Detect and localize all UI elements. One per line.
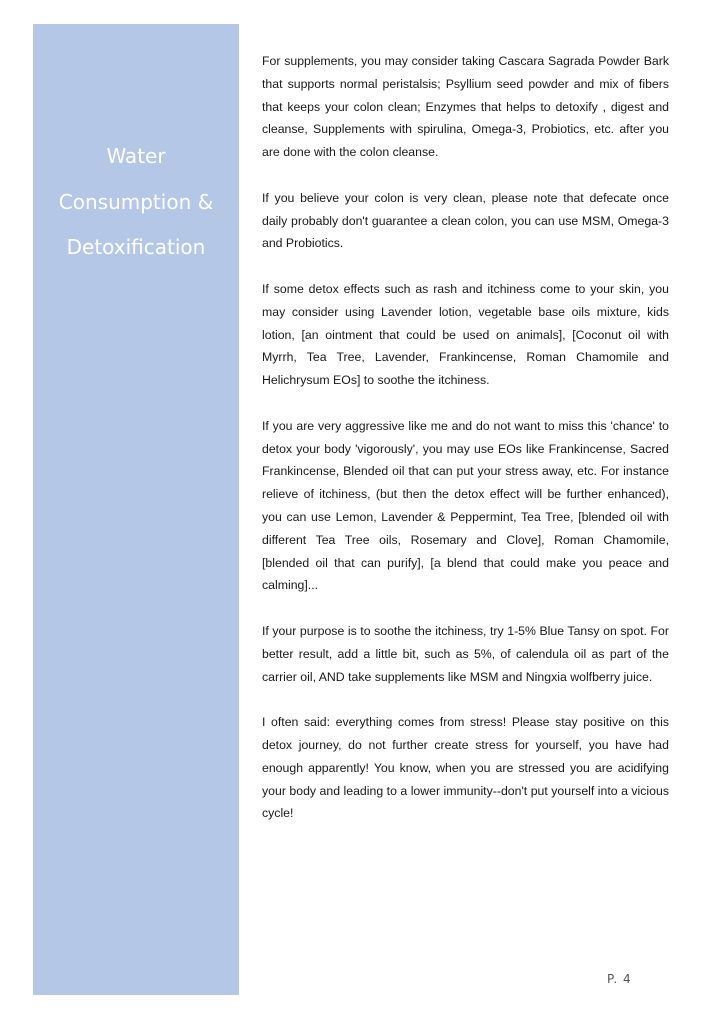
paragraph-supplements: For supplements, you may consider taking Cascara Sagrada Powder Bark that supports normal peristalsis; Psyllium seed powder and mix of fibers that keeps your colon clean; Enzymes that helps to detoxify , digest and cleanse, Supplements with spirulina, Omega-3, Probiotics, etc. after you are done with the colon cleanse. (262, 54, 669, 160)
body-text (262, 50, 669, 848)
sidebar-panel (33, 24, 239, 995)
section-title-line-3: Detoxification (66, 235, 206, 259)
section-title-line-2: Consumption & (58, 189, 214, 214)
page-number: P. 4 (607, 972, 632, 986)
paragraph-stress: I often said: everything comes from stress! Please stay positive on this detox journey, do not further create stress for yourself, you have had enough apparently! You know, when you are stressed you are acidifying your body and leading to a lower immunity--don't put yourself into a vicious cycle! (262, 715, 669, 821)
paragraph-soothe-itchiness: If your purpose is to soothe the itchiness, try 1-5% Blue Tansy on spot. For better result, add a little bit, such as 5%, of calendula oil as part of the carrier oil, AND take supplements like MSM and Ningxia wolfberry juice. (262, 623, 669, 684)
section-title (33, 134, 239, 271)
paragraph-aggressive-detox: If you are very aggressive like me and do not want to miss this 'chance' to detox your body 'vigorously', you may use EOs like Frankincense, Sacred Frankincense, Blended oil that can put your stress away, etc. For instance relieve of itchiness, (but then the detox effect will be further enhanced), you can use Lemon, Lavender & Peppermint, Tea Tree, [blended oil with different Tea Tree oils, Rosemary and Clove], Roman Chamomile, [blended oil that can purify], [a blend that could make you peace and calming]... (262, 418, 669, 593)
paragraph-clean-colon: If you believe your colon is very clean, please note that defecate once daily probably don't guarantee a clean colon, you can use MSM, Omega-3 and Probiotics. (262, 190, 669, 251)
section-title-line-1: Water (106, 144, 166, 168)
paragraph-skin-effects: If some detox effects such as rash and itchiness come to your skin, you may consider using Lavender lotion, vegetable base oils mixture, kids lotion, [an ointment that could be used on animals], [Coconut oil with Myrrh, Tea Tree, Lavender, Frankincense, Roman Chamomile and Helichrysum EOs] to soothe the itchiness. (262, 281, 669, 388)
